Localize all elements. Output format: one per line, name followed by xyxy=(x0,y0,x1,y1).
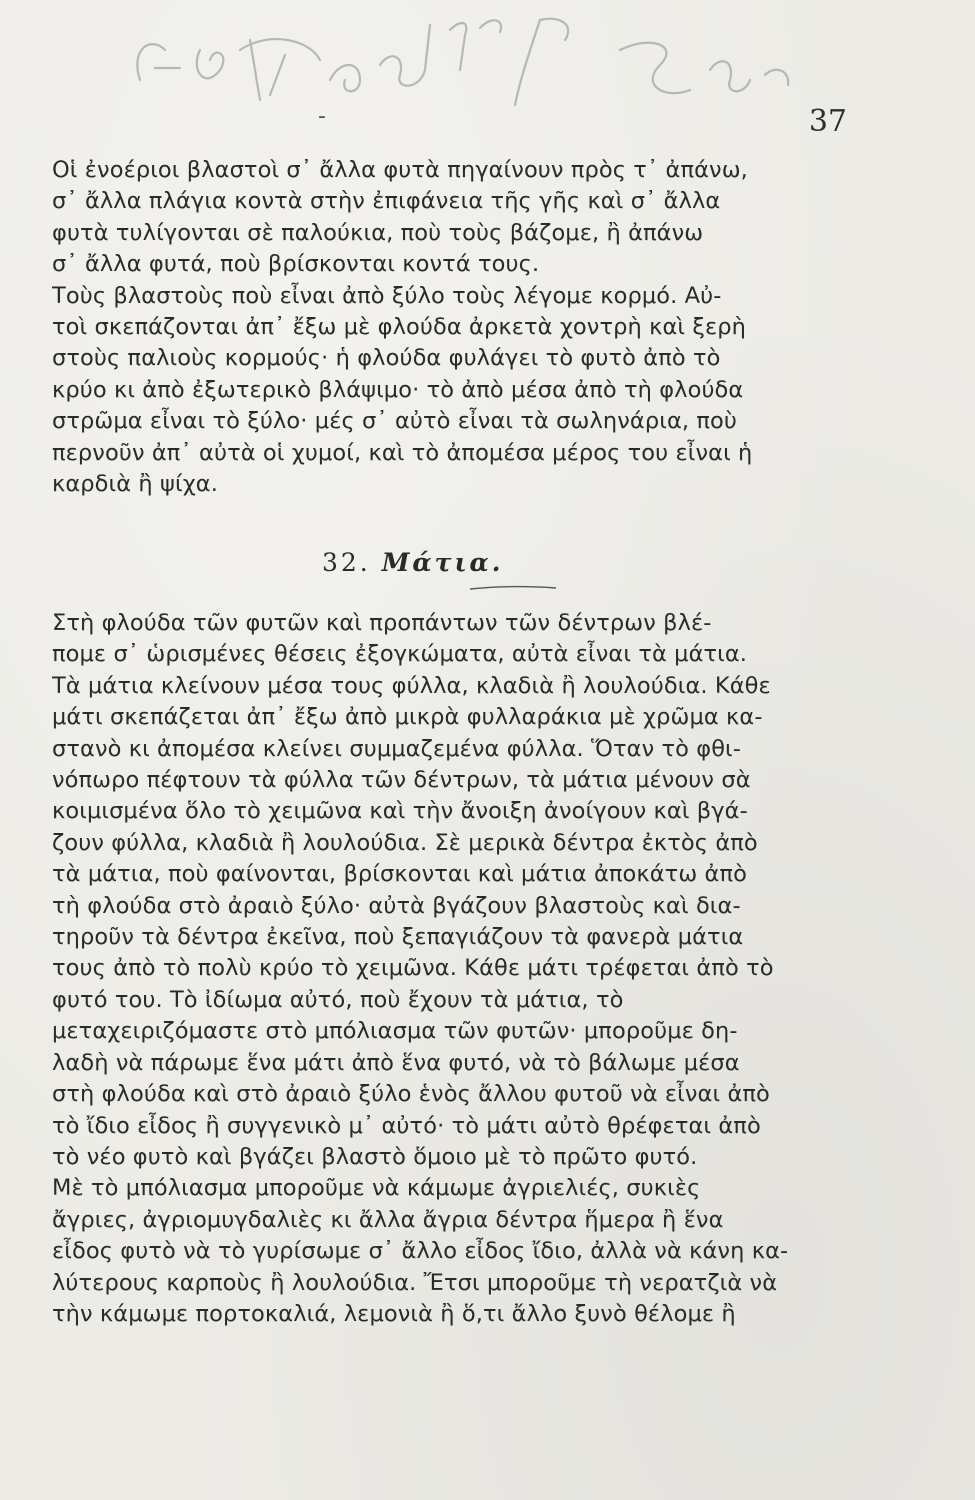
text-line: τὰ μάτια, ποὺ φαίνονται, βρίσκονται καὶ μάτια ἀποκάτω ἀπὸ xyxy=(52,861,747,888)
text-line: καρδιὰ ἢ ψίχα. xyxy=(52,471,218,498)
text-line: Μὲ τὸ μπόλιασμα μποροῦμε νὰ κάμωμε ἀγριελιές, συκιὲς xyxy=(52,1175,701,1202)
text-line: τοὶ σκεπάζονται ἀπ᾽ ἔξω μὲ φλούδα ἀρκετὰ χοντρὴ καὶ ξερὴ xyxy=(52,314,747,341)
text-line: σ᾽ ἄλλα πλάγια κοντὰ στὴν ἐπιφάνεια τῆς γῆς καὶ σ᾽ ἄλλα xyxy=(52,188,721,215)
text-line: Οἱ ἐνοέριοι βλαστοὶ σ᾽ ἄλλα φυτὰ πηγαίνουν πρὸς τ᾽ ἀπάνω, xyxy=(52,157,748,183)
handwritten-annotation xyxy=(120,10,820,110)
paragraph-buds xyxy=(52,608,842,1330)
text-line: τὸ νέο φυτὸ καὶ βγάζει βλαστὸ ὅμοιο μὲ τὸ πρῶτο φυτό. xyxy=(52,1143,698,1170)
text-line: περνοῦν ἀπ᾽ αὐτὰ οἱ χυμοί, καὶ τὸ ἀπομέσα μέρος του εἶναι ἡ xyxy=(52,439,753,466)
text-line: Στὴ φλούδα τῶν φυτῶν καὶ προπάντων τῶν δέντρων βλέ- xyxy=(52,610,712,636)
text-line: φυτό του. Τὸ ἰδίωμα αὐτό, ποὺ ἔχουν τὰ μάτια, τὸ xyxy=(52,986,624,1013)
text-line: στὴ φλούδα καὶ στὸ ἀραιὸ ξύλο ἑνὸς ἄλλου φυτοῦ νὰ εἶναι ἀπὸ xyxy=(52,1081,770,1108)
page-number: 37 xyxy=(808,104,847,139)
section-number: 32. xyxy=(322,548,371,577)
heading-underline xyxy=(468,585,558,591)
section-heading xyxy=(322,548,504,577)
text-line: εἶδος φυτὸ νὰ τὸ γυρίσωμε σ᾽ ἄλλο εἶδος ἴδιο, ἀλλὰ νὰ κάνη κα- xyxy=(52,1238,789,1265)
text-line: τηροῦν τὰ δέντρα ἐκεῖνα, ποὺ ξεπαγιάζουν τὰ φανερὰ μάτια xyxy=(52,924,744,951)
text-line: Τοὺς βλαστοὺς ποὺ εἶναι ἀπὸ ξύλο τοὺς λέγομε κορμό. Αὐ- xyxy=(52,282,722,309)
text-line: τους ἀπὸ τὸ πολὺ κρύο τὸ χειμῶνα. Κάθε μάτι τρέφεται ἀπὸ τὸ xyxy=(52,955,774,982)
paragraph-stems xyxy=(52,155,842,500)
text-line: φυτὰ τυλίγονται σὲ παλούκια, ποὺ τοὺς βάζομε, ἢ ἀπάνω xyxy=(52,219,704,246)
text-line: λαδὴ νὰ πάρωμε ἕνα μάτι ἀπὸ ἕνα φυτό, νὰ τὸ βάλωμε μέσα xyxy=(52,1049,740,1076)
text-line: ἄγριες, ἀγριομυγδαλιὲς κι ἄλλα ἄγρια δέντρα ἥμερα ἢ ἕνα xyxy=(52,1206,724,1233)
text-line: μεταχειριζόμαστε στὸ μπόλιασμα τῶν φυτῶν· μποροῦμε δη- xyxy=(52,1018,738,1045)
text-line: λύτερους καρποὺς ἢ λουλούδια. Ἔτσι μποροῦμε τὴ νερατζιὰ νὰ xyxy=(52,1269,778,1296)
text-line: νόπωρο πέφτουν τὰ φύλλα τῶν δέντρων, τὰ μάτια μένουν σὰ xyxy=(52,767,751,794)
text-line: κρύο κι ἀπὸ ἐξωτερικὸ βλάψιμο· τὸ ἀπὸ μέσα ἀπὸ τὴ φλούδα xyxy=(52,376,744,403)
text-line: μάτι σκεπάζεται ἀπ᾽ ἔξω ἀπὸ μικρὰ φυλλαράκια μὲ χρῶμα κα- xyxy=(52,704,763,731)
top-mark: - xyxy=(318,104,326,129)
text-line: πομε σ᾽ ὡρισμένες θέσεις ἐξογκώματα, αὐτὰ εἶναι τὰ μάτια. xyxy=(52,641,748,668)
text-line: στανὸ κι ἀπομέσα κλείνει συμμαζεμένα φύλλα. Ὅταν τὸ φθι- xyxy=(52,735,741,762)
section-title: Μάτια. xyxy=(381,548,504,577)
text-line: κοιμισμένα ὅλο τὸ χειμῶνα καὶ τὴν ἄνοιξη ἀνοίγουν καὶ βγά- xyxy=(52,798,748,825)
text-line: σ᾽ ἄλλα φυτά, ποὺ βρίσκονται κοντά τους. xyxy=(52,251,540,278)
text-line: τὴ φλούδα στὸ ἀραιὸ ξύλο· αὐτὰ βγάζουν βλαστοὺς καὶ δια- xyxy=(52,892,741,919)
text-line: τὴν κάμωμε πορτοκαλιά, λεμονιὰ ἢ ὅ,τι ἄλλο ξυνὸ θέλομε ἢ xyxy=(52,1300,736,1327)
text-line: τὸ ἴδιο εἶδος ἢ συγγενικὸ μ᾽ αὐτό· τὸ μάτι αὐτὸ θρέφεται ἀπὸ xyxy=(52,1112,761,1139)
text-line: στρῶμα εἶναι τὸ ξύλο· μές σ᾽ αὐτὸ εἶναι τὰ σωληνάρια, ποὺ xyxy=(52,408,738,435)
text-line: Τὰ μάτια κλείνουν μέσα τους φύλλα, κλαδιὰ ἢ λουλούδια. Κάθε xyxy=(52,672,771,699)
text-line: στοὺς παλιοὺς κορμούς· ἡ φλούδα φυλάγει τὸ φυτὸ ἀπὸ τὸ xyxy=(52,345,721,372)
text-line: ζουν φύλλα, κλαδιὰ ἢ λουλούδια. Σὲ μερικὰ δέντρα ἐκτὸς ἀπὸ xyxy=(52,829,758,856)
